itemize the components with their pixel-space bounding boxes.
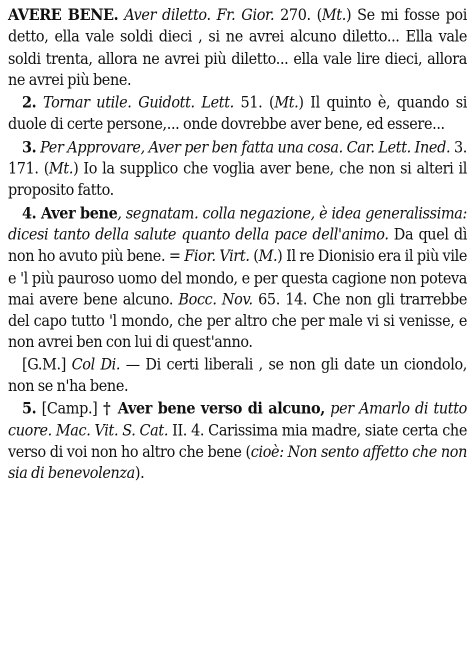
reference: ( [249,247,259,266]
quotation: Il quinto è, quando si duole di certe persone,... onde dovrebbe aver bene, ed essere... [8,94,467,134]
reference-close: ) [277,247,283,266]
source-abbrev: Mt. [321,6,346,25]
sense-3 [8,136,467,202]
definition: Per Approvare, Aver per ben fatta una cosa. Car. Lett. Ined. [36,138,451,157]
reference: II. 4. [168,421,205,440]
quotation: Carissima mia madre, siate certa che verso di voi non ho altro che bene ( [8,421,467,462]
reference-close: ) [73,160,79,179]
reference: 270. ( [274,6,322,25]
sense-2 [8,92,467,136]
sub-headword: Aver bene [36,203,118,223]
editor-tag: [Camp.] [36,400,98,419]
sense-number: 3. [22,137,37,157]
reference-close: ) [345,6,352,25]
quotation: Il re Dionisio era il più vile e 'l più pauroso uomo del mondo, e per questa cagione non poteva mai avere bene alcuno. [8,247,468,309]
sense-number: 5. [22,399,37,419]
citation: Fior. Virt. [184,247,250,266]
source-abbrev: Mt. [274,94,299,113]
definition: Aver diletto. Fr. Gior. [124,6,275,25]
quotation: Io la supplico che voglia aver bene, che non si alteri il proposito fatto. [8,160,467,200]
source-abbrev: Mt. [49,160,74,179]
definition: Tornar utile. Guidott. Lett. [36,94,234,113]
sense-4-note [8,355,467,398]
citation: Bocc. Nov. [178,291,253,309]
editor-tag: [G.M.] [22,355,66,374]
reference: 51. ( [233,94,275,113]
sense-number: 4. [22,203,37,223]
quotation-close: ). [134,465,145,483]
reference: 3. 171. ( [8,138,467,179]
source-abbrev: M. [258,247,278,266]
reference-close: ) [298,94,304,113]
quotation: Da quel dì non ho avuto più bene. = [8,226,467,266]
entry-paragraph-avere-bene [8,4,467,92]
reference: 65. 14. [252,291,308,309]
sense-4 [8,202,467,354]
definition: per Amarlo di tutto cuore. Mac. Vit. S. Cat. [8,400,467,440]
gloss: cioè: Non sento affetto che non sia di benevolenza [8,443,467,483]
sense-5 [8,398,467,486]
quotation: — Di certi liberali , se non gli date un ciondolo, non se n'ha bene. [8,355,467,396]
definition: , segnatam. colla negazione, è idea generalissima: dicesi tanto della salute quanto della pace dell'animo. [8,204,467,245]
quotation: Che non gli trarrebbe del capo tutto 'l mondo, che per altro che per male vi si venisse, e non avrei ben con lui di quest'anno. [8,291,468,353]
headword: AVERE BENE. [8,5,119,25]
quotation: Se mi fosse poi detto, ella vale soldi dieci , si ne avrei alcuno diletto... Ella vale soldi trenta, allora ne avrei più diletto... ella vale lire dieci, allora ne avrei più bene. [8,6,467,90]
sub-headword: † Aver bene verso di alcuno, [97,399,325,419]
sense-number: 2. [22,93,37,113]
definition: Col Di. [66,355,121,374]
